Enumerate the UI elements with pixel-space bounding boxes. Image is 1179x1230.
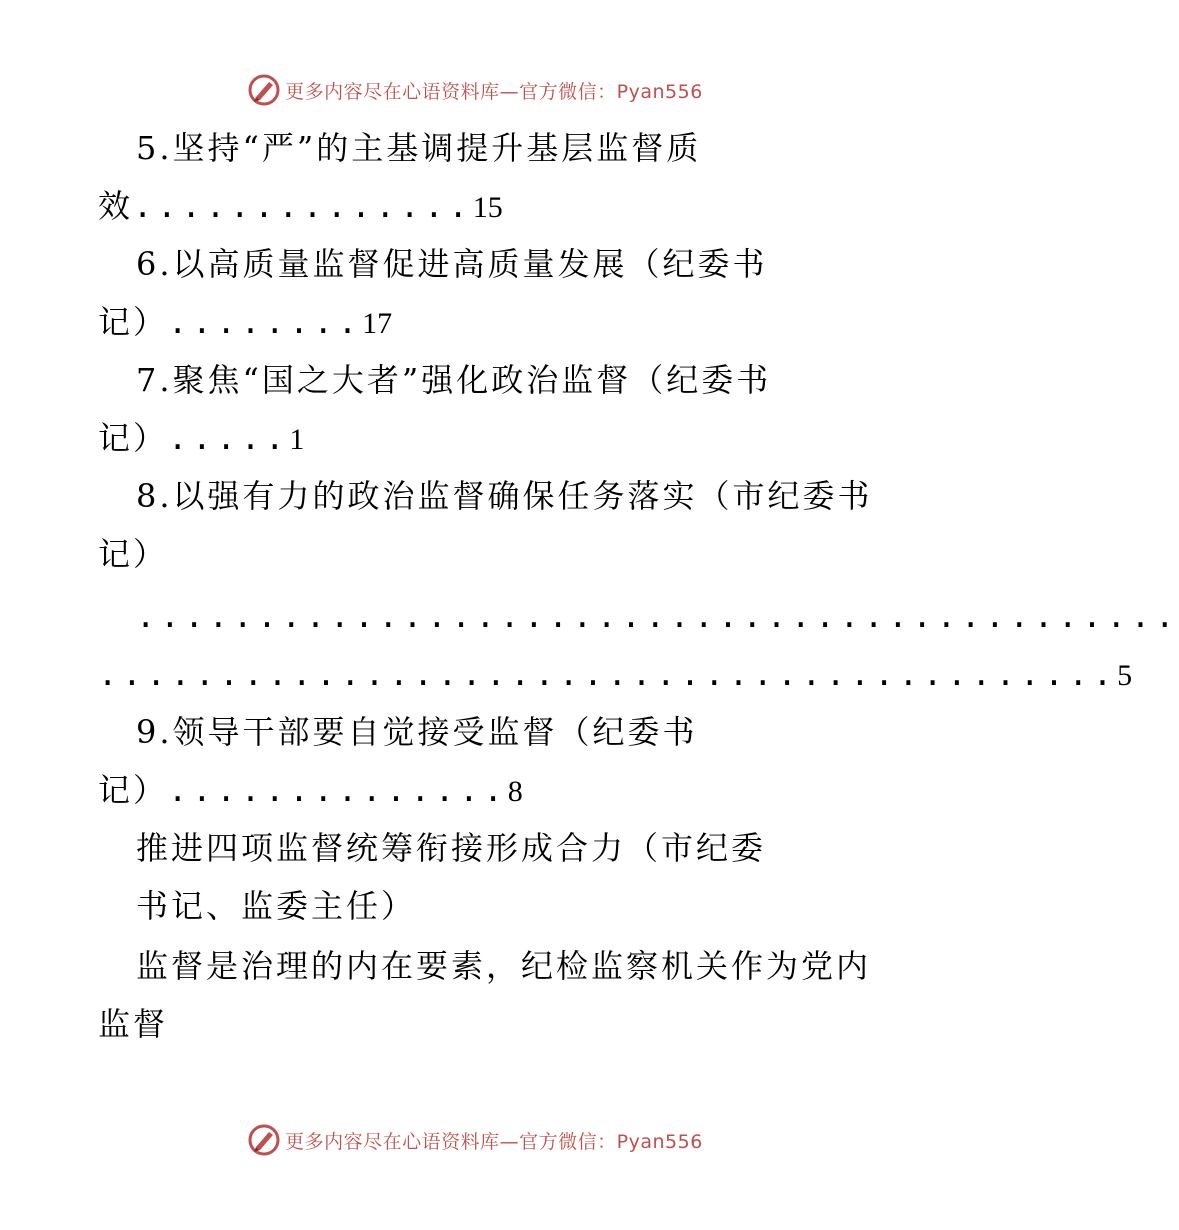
toc-item-5-text: 效 bbox=[98, 187, 134, 225]
toc-item-8-page: 5 bbox=[1117, 659, 1133, 692]
header-banner-text: 更多内容尽在心语资料库—官方微信：Pyan556 bbox=[285, 80, 703, 103]
toc-item-9-dots: .............. bbox=[168, 771, 508, 809]
toc-item-6-dots: ........ bbox=[168, 303, 363, 341]
toc-item-8-line4 bbox=[0, 654, 1133, 696]
toc-item-8-dots-line3: ........................................... bbox=[136, 597, 1179, 635]
toc-item-5-page: 15 bbox=[472, 191, 503, 224]
toc-item-7-line1: 7.聚焦“国之大者”强化政治监督（纪委书 bbox=[136, 361, 772, 399]
toc-item-9-page: 8 bbox=[507, 775, 523, 808]
paragraph-line1: 监督是治理的内在要素，纪检监察机关作为党内 bbox=[136, 947, 872, 985]
pen-logo-icon bbox=[247, 73, 281, 107]
pen-logo-icon bbox=[247, 1123, 281, 1157]
toc-item-6-line2 bbox=[0, 302, 1048, 344]
toc-item-8-line1: 8.以强有力的政治监督确保任务落实（市纪委书 bbox=[136, 477, 873, 515]
toc-item-6-page: 17 bbox=[362, 307, 393, 340]
toc-item-5-line2 bbox=[0, 186, 1048, 228]
toc-item-9-text: 记） bbox=[98, 771, 169, 809]
toc-item-8-line2: 记） bbox=[98, 535, 169, 573]
toc-item-7-line2 bbox=[0, 418, 1048, 460]
section-heading-line2: 书记、监委主任） bbox=[136, 887, 417, 925]
footer-banner-text: 更多内容尽在心语资料库—官方微信：Pyan556 bbox=[285, 1130, 703, 1153]
toc-item-6-text: 记） bbox=[98, 303, 169, 341]
toc-item-9-line2 bbox=[0, 770, 1048, 812]
paragraph-line2: 监督 bbox=[98, 1005, 169, 1043]
toc-item-9-line1: 9.领导干部要自觉接受监督（纪委书 bbox=[136, 713, 698, 751]
toc-item-5-dots: .............. bbox=[133, 187, 473, 225]
section-heading-line1: 推进四项监督统筹衔接形成合力（市纪委 bbox=[136, 829, 767, 867]
toc-item-7-page: 1 bbox=[289, 423, 305, 456]
toc-item-5-line1: 5.坚持“严”的主基调提升基层监督质 bbox=[136, 129, 702, 167]
toc-item-8-dots-line4: .......................................... bbox=[98, 655, 1118, 693]
toc-item-6-line1: 6.以高质量监督促进高质量发展（纪委书 bbox=[136, 245, 768, 283]
footer-banner bbox=[0, 1120, 950, 1160]
toc-item-8-line3 bbox=[0, 596, 1179, 636]
toc-item-7-dots: ..... bbox=[168, 419, 290, 457]
toc-item-7-text: 记） bbox=[98, 419, 169, 457]
header-banner bbox=[0, 70, 950, 110]
